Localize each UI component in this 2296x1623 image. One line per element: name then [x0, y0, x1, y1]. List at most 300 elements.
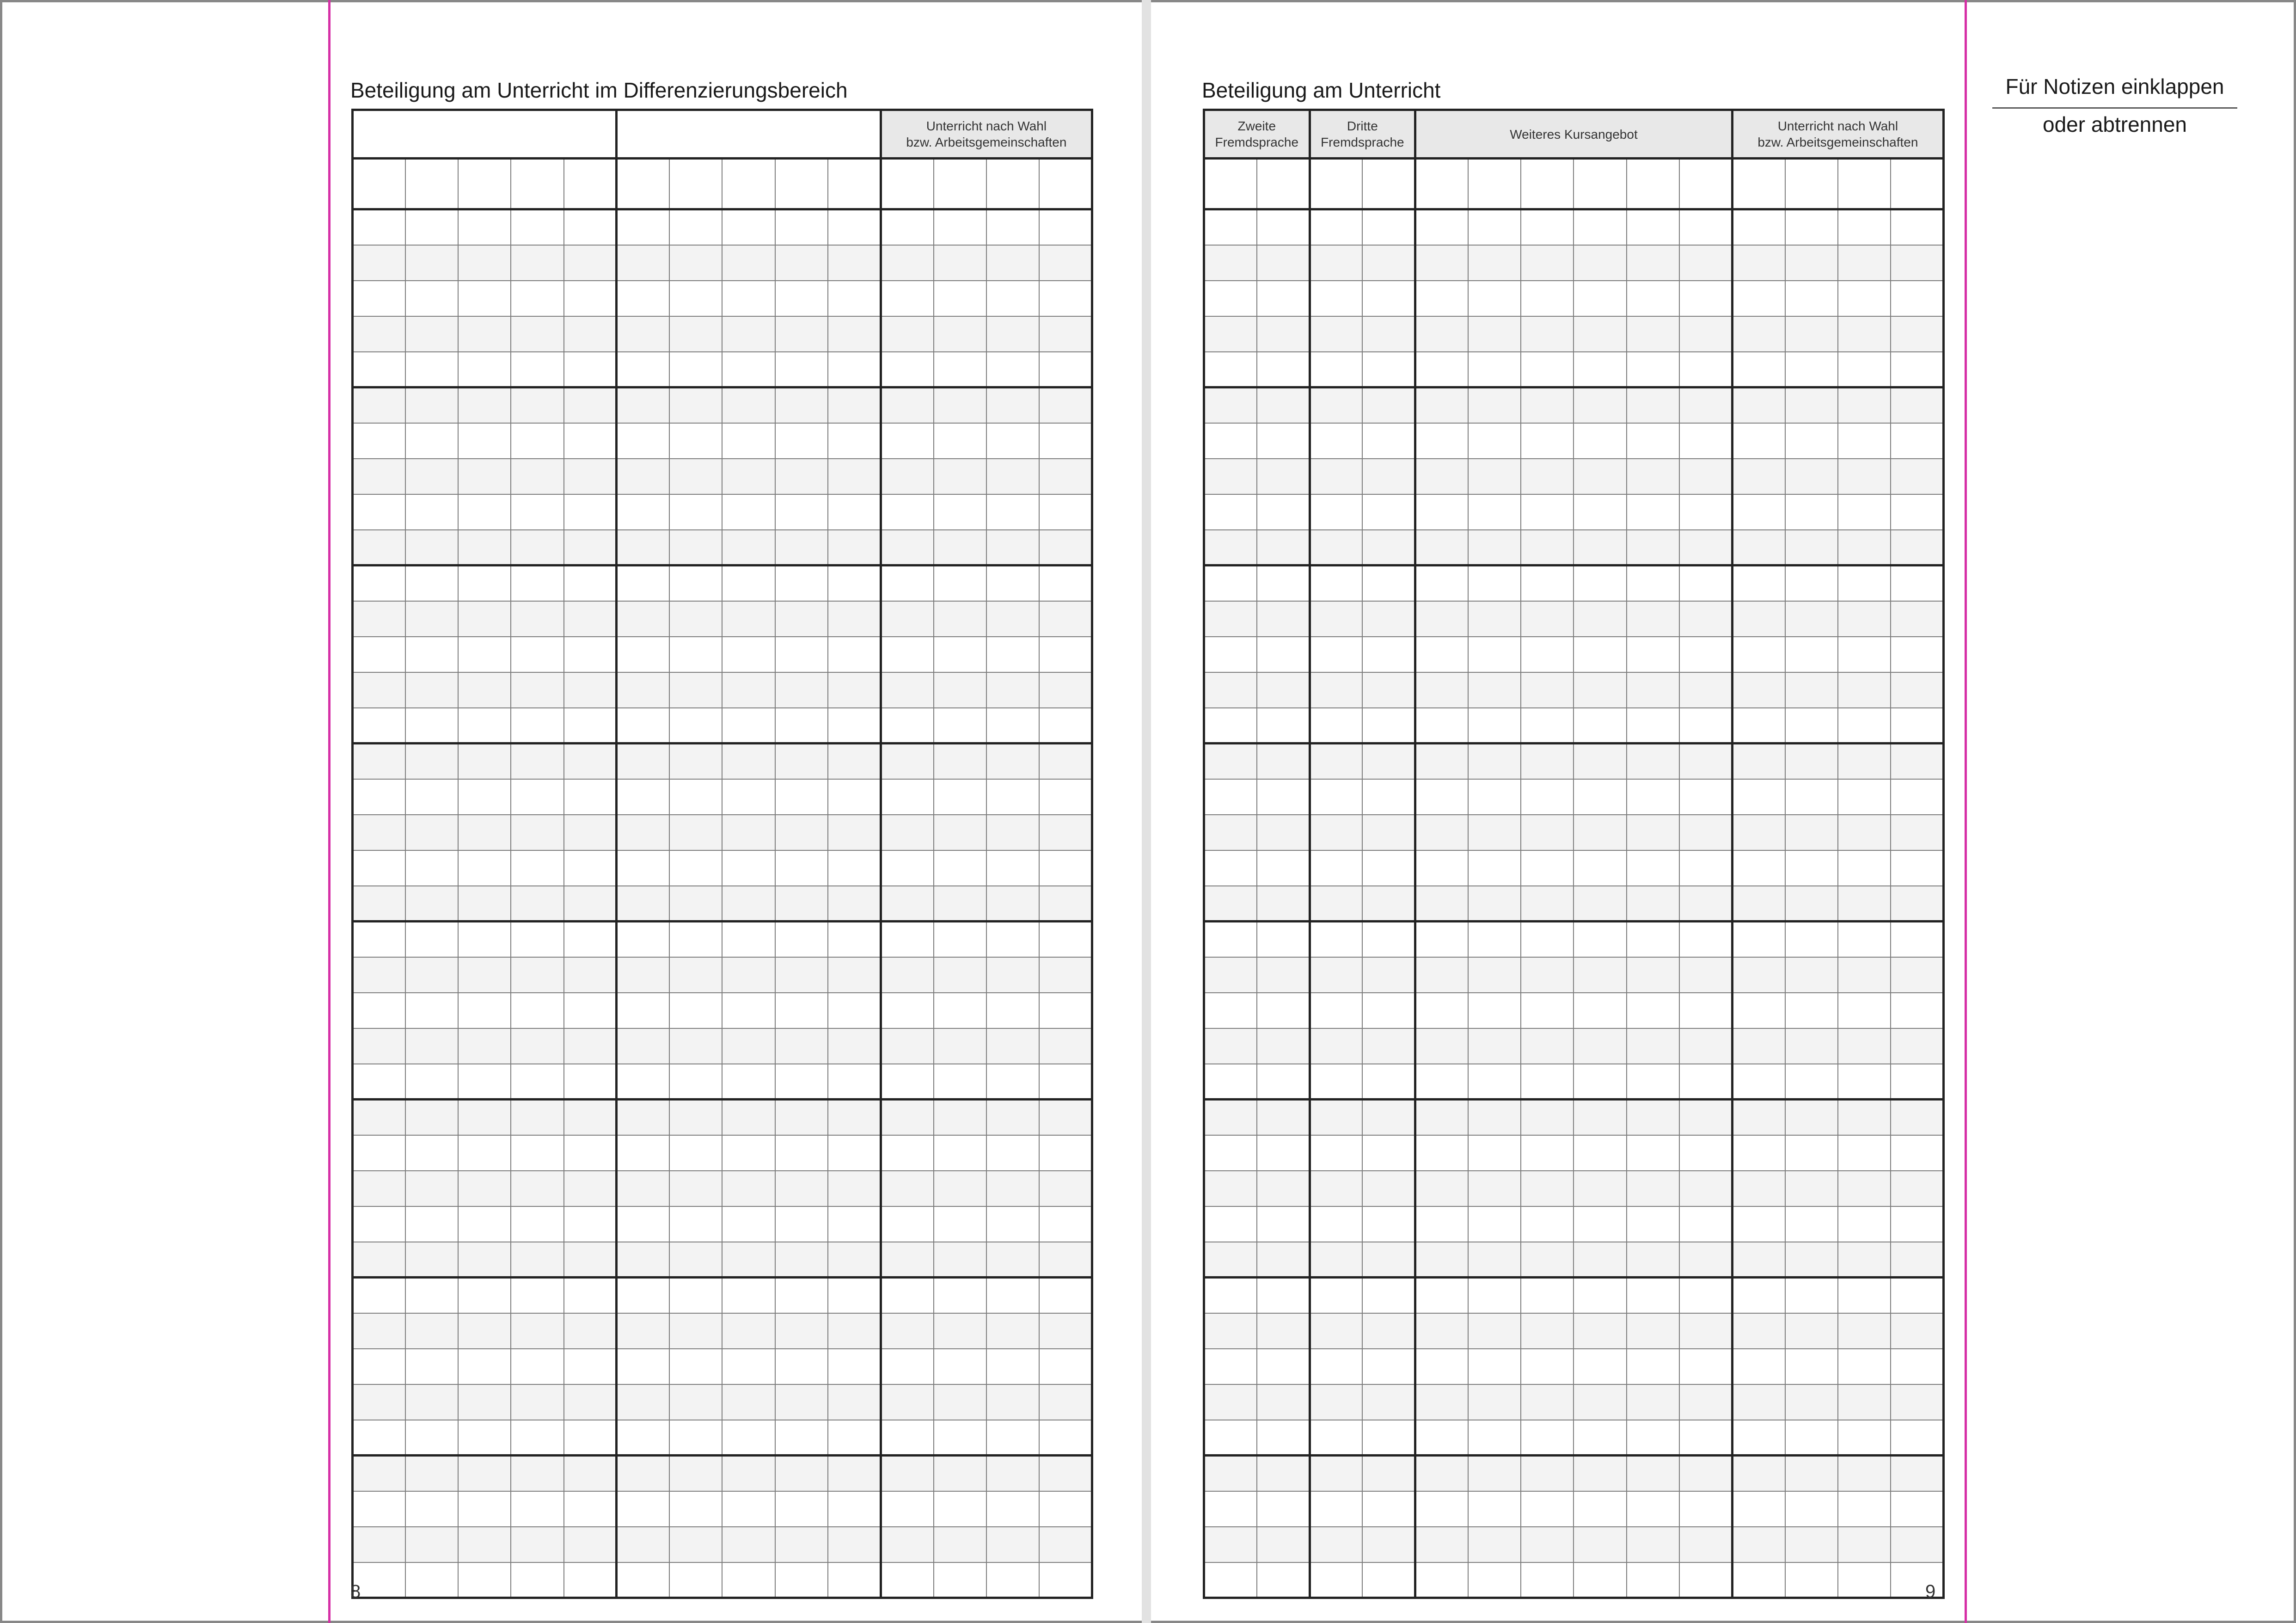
entry-cell — [669, 1384, 722, 1420]
entry-cell — [1891, 159, 1943, 209]
entry-cell — [564, 1206, 617, 1242]
entry-cell — [722, 1349, 775, 1384]
entry-cell — [1362, 281, 1415, 316]
entry-cell — [353, 601, 405, 637]
entry-cell — [1362, 637, 1415, 672]
entry-cell — [617, 744, 669, 779]
entry-cell — [1679, 1242, 1732, 1278]
entry-cell — [1891, 708, 1943, 744]
entry-cell — [1257, 601, 1310, 637]
entry-cell — [353, 637, 405, 672]
entry-cell — [1679, 886, 1732, 922]
entry-cell — [1679, 1527, 1732, 1562]
entry-cell — [458, 209, 511, 245]
entry-cell — [1310, 1562, 1362, 1598]
entry-cell — [405, 708, 458, 744]
entry-cell — [617, 387, 669, 423]
entry-cell — [1521, 209, 1574, 245]
entry-cell — [1468, 245, 1521, 281]
entry-cell — [458, 245, 511, 281]
entry-cell — [1521, 886, 1574, 922]
entry-cell — [828, 159, 881, 209]
entry-cell — [1891, 886, 1943, 922]
entry-cell — [1574, 459, 1626, 494]
entry-cell — [1785, 1420, 1838, 1456]
entry-cell — [1574, 1562, 1626, 1598]
entry-cell — [1415, 530, 1468, 566]
entry-cell — [669, 1064, 722, 1100]
entry-cell — [828, 209, 881, 245]
entry-cell — [1039, 209, 1092, 245]
entry-cell — [722, 1278, 775, 1313]
entry-cell — [1468, 1384, 1521, 1420]
entry-cell — [1521, 1562, 1574, 1598]
entry-cell — [934, 423, 986, 459]
entry-cell — [353, 387, 405, 423]
entry-cell — [564, 1171, 617, 1206]
table-row — [1204, 281, 1944, 316]
entry-cell — [1521, 1064, 1574, 1100]
entry-cell — [458, 530, 511, 566]
table-row — [353, 672, 1092, 708]
table-row — [1204, 1456, 1944, 1491]
entry-cell — [1521, 159, 1574, 209]
entry-cell — [881, 1456, 933, 1491]
table-row — [353, 993, 1092, 1028]
table-row — [1204, 815, 1944, 850]
entry-cell — [1627, 1527, 1679, 1562]
entry-cell — [458, 708, 511, 744]
entry-cell — [881, 352, 933, 387]
entry-cell — [986, 672, 1039, 708]
entry-cell — [1521, 352, 1574, 387]
entry-cell — [1574, 708, 1626, 744]
table-row — [353, 423, 1092, 459]
entry-cell — [669, 1562, 722, 1598]
entry-cell — [1627, 957, 1679, 993]
entry-cell — [1310, 815, 1362, 850]
entry-cell — [1785, 245, 1838, 281]
entry-cell — [722, 1242, 775, 1278]
notes-flap-line2: oder abtrennen — [2042, 112, 2187, 136]
entry-cell — [353, 1384, 405, 1420]
notes-flap-rule — [1992, 107, 2237, 109]
entry-cell — [405, 1491, 458, 1527]
entry-cell — [1679, 815, 1732, 850]
entry-cell — [1574, 1420, 1626, 1456]
table-row — [353, 601, 1092, 637]
entry-cell — [934, 459, 986, 494]
entry-cell — [828, 1349, 881, 1384]
entry-cell — [1574, 1527, 1626, 1562]
entry-cell — [1257, 886, 1310, 922]
entry-cell — [1521, 281, 1574, 316]
entry-cell — [722, 637, 775, 672]
left-page-title: Beteiligung am Unterricht im Differenzierungsbereich — [350, 78, 848, 102]
entry-cell — [775, 1527, 828, 1562]
entry-cell — [1679, 245, 1732, 281]
entry-cell — [1627, 494, 1679, 530]
entry-cell — [405, 1064, 458, 1100]
entry-cell — [1627, 1562, 1679, 1598]
entry-cell — [511, 281, 563, 316]
entry-cell — [564, 159, 617, 209]
entry-cell — [828, 1206, 881, 1242]
entry-cell — [1468, 209, 1521, 245]
entry-cell — [511, 1349, 563, 1384]
table-row — [1204, 708, 1944, 744]
entry-cell — [353, 850, 405, 886]
entry-cell — [669, 922, 722, 957]
entry-cell — [934, 1491, 986, 1527]
entry-cell — [511, 245, 563, 281]
table-row — [1204, 1349, 1944, 1384]
entry-cell — [1785, 957, 1838, 993]
entry-cell — [1732, 957, 1785, 993]
entry-cell — [1310, 886, 1362, 922]
table-row — [353, 159, 1092, 209]
entry-cell — [881, 637, 933, 672]
entry-cell — [1627, 815, 1679, 850]
entry-cell — [1732, 601, 1785, 637]
entry-cell — [1574, 566, 1626, 601]
entry-cell — [1204, 779, 1257, 815]
entry-cell — [458, 494, 511, 530]
entry-cell — [1362, 352, 1415, 387]
entry-cell — [1521, 530, 1574, 566]
entry-cell — [564, 530, 617, 566]
entry-cell — [1204, 316, 1257, 352]
entry-cell — [1838, 1491, 1891, 1527]
entry-cell — [1574, 672, 1626, 708]
entry-cell — [669, 1527, 722, 1562]
entry-cell — [1785, 423, 1838, 459]
table-row — [353, 1456, 1092, 1491]
entry-cell — [881, 1313, 933, 1349]
entry-cell — [669, 1456, 722, 1491]
entry-cell — [458, 352, 511, 387]
entry-cell — [1521, 1313, 1574, 1349]
entry-cell — [934, 566, 986, 601]
entry-cell — [458, 957, 511, 993]
entry-cell — [1362, 423, 1415, 459]
entry-cell — [353, 209, 405, 245]
entry-cell — [986, 352, 1039, 387]
entry-cell — [1679, 601, 1732, 637]
entry-cell — [1468, 1313, 1521, 1349]
entry-cell — [1468, 1028, 1521, 1064]
entry-cell — [353, 744, 405, 779]
entry-cell — [669, 815, 722, 850]
entry-cell — [881, 1135, 933, 1171]
right-header-sublabel: Fremdsprache — [1215, 135, 1299, 149]
entry-cell — [1468, 352, 1521, 387]
entry-cell — [1257, 1278, 1310, 1313]
entry-cell — [564, 423, 617, 459]
entry-cell — [986, 601, 1039, 637]
entry-cell — [1785, 530, 1838, 566]
entry-cell — [1039, 459, 1092, 494]
entry-cell — [1732, 1064, 1785, 1100]
table-row — [353, 1420, 1092, 1456]
entry-cell — [1257, 779, 1310, 815]
entry-cell — [1785, 1349, 1838, 1384]
table-row — [353, 744, 1092, 779]
entry-cell — [722, 1562, 775, 1598]
entry-cell — [1627, 708, 1679, 744]
entry-cell — [775, 850, 828, 886]
entry-cell — [564, 886, 617, 922]
entry-cell — [669, 637, 722, 672]
entry-cell — [775, 1384, 828, 1420]
entry-cell — [1574, 922, 1626, 957]
table-row — [1204, 387, 1944, 423]
entry-cell — [722, 1171, 775, 1206]
entry-cell — [1468, 1527, 1521, 1562]
entry-cell — [722, 423, 775, 459]
entry-cell — [1785, 993, 1838, 1028]
entry-cell — [617, 1562, 669, 1598]
entry-cell — [405, 957, 458, 993]
entry-cell — [1679, 1491, 1732, 1527]
entry-cell — [669, 1206, 722, 1242]
entry-cell — [1257, 744, 1310, 779]
entry-cell — [1838, 1313, 1891, 1349]
entry-cell — [1521, 637, 1574, 672]
table-row — [353, 1135, 1092, 1171]
entry-cell — [1785, 850, 1838, 886]
entry-cell — [564, 744, 617, 779]
entry-cell — [1039, 1456, 1092, 1491]
entry-cell — [1257, 209, 1310, 245]
entry-cell — [934, 1384, 986, 1420]
right-page-number: 9 — [1925, 1581, 1936, 1602]
entry-cell — [1785, 922, 1838, 957]
entry-cell — [722, 779, 775, 815]
entry-cell — [511, 494, 563, 530]
entry-cell — [511, 815, 563, 850]
entry-cell — [669, 1242, 722, 1278]
entry-cell — [1679, 281, 1732, 316]
entry-cell — [669, 494, 722, 530]
entry-cell — [1257, 1456, 1310, 1491]
entry-cell — [828, 316, 881, 352]
entry-cell — [934, 708, 986, 744]
entry-cell — [1039, 1313, 1092, 1349]
entry-cell — [986, 387, 1039, 423]
entry-cell — [1310, 1171, 1362, 1206]
entry-cell — [881, 1491, 933, 1527]
notes-flap-line1: Für Notizen einklappen — [2005, 74, 2224, 98]
entry-cell — [1257, 1420, 1310, 1456]
table-row — [1204, 744, 1944, 779]
entry-cell — [1891, 601, 1943, 637]
entry-cell — [1838, 566, 1891, 601]
entry-cell — [1785, 1135, 1838, 1171]
entry-cell — [353, 1420, 405, 1456]
entry-cell — [617, 494, 669, 530]
entry-cell — [828, 566, 881, 601]
entry-cell — [934, 850, 986, 886]
entry-cell — [881, 1028, 933, 1064]
entry-cell — [722, 566, 775, 601]
entry-cell — [881, 1064, 933, 1100]
entry-cell — [934, 1242, 986, 1278]
entry-cell — [881, 1562, 933, 1598]
entry-cell — [1732, 316, 1785, 352]
entry-cell — [1257, 494, 1310, 530]
entry-cell — [1785, 494, 1838, 530]
entry-cell — [775, 316, 828, 352]
left-header-cell — [881, 110, 1092, 159]
entry-cell — [669, 1100, 722, 1135]
entry-cell — [405, 1527, 458, 1562]
entry-cell — [934, 922, 986, 957]
entry-cell — [669, 850, 722, 886]
entry-cell — [1521, 815, 1574, 850]
entry-cell — [1679, 530, 1732, 566]
entry-cell — [934, 209, 986, 245]
entry-cell — [1415, 1349, 1468, 1384]
entry-cell — [1310, 352, 1362, 387]
entry-cell — [1627, 1171, 1679, 1206]
entry-cell — [1574, 779, 1626, 815]
entry-cell — [934, 245, 986, 281]
entry-cell — [405, 352, 458, 387]
entry-cell — [1627, 387, 1679, 423]
entry-cell — [1838, 209, 1891, 245]
entry-cell — [669, 672, 722, 708]
entry-cell — [1415, 637, 1468, 672]
entry-cell — [1679, 494, 1732, 530]
entry-cell — [1310, 1242, 1362, 1278]
entry-cell — [1362, 1420, 1415, 1456]
entry-cell — [722, 459, 775, 494]
entry-cell — [1891, 957, 1943, 993]
entry-cell — [1521, 1171, 1574, 1206]
entry-cell — [1521, 1100, 1574, 1135]
entry-cell — [511, 423, 563, 459]
entry-cell — [353, 993, 405, 1028]
entry-cell — [722, 1527, 775, 1562]
entry-cell — [934, 601, 986, 637]
right-header-label: Weiteres Kursangebot — [1510, 127, 1638, 141]
entry-cell — [1679, 423, 1732, 459]
entry-cell — [1204, 159, 1257, 209]
entry-cell — [1627, 245, 1679, 281]
entry-cell — [1039, 886, 1092, 922]
entry-cell — [405, 494, 458, 530]
entry-cell — [881, 1100, 933, 1135]
entry-cell — [564, 815, 617, 850]
entry-cell — [1204, 209, 1257, 245]
entry-cell — [1627, 922, 1679, 957]
entry-cell — [934, 957, 986, 993]
entry-cell — [669, 387, 722, 423]
entry-cell — [986, 459, 1039, 494]
entry-cell — [1039, 1349, 1092, 1384]
entry-cell — [564, 316, 617, 352]
entry-cell — [1679, 352, 1732, 387]
entry-cell — [881, 566, 933, 601]
entry-cell — [1627, 744, 1679, 779]
entry-cell — [1838, 494, 1891, 530]
entry-cell — [669, 316, 722, 352]
entry-cell — [1257, 352, 1310, 387]
entry-cell — [1521, 1206, 1574, 1242]
entry-cell — [1039, 1028, 1092, 1064]
entry-cell — [353, 566, 405, 601]
entry-cell — [986, 159, 1039, 209]
entry-cell — [881, 886, 933, 922]
entry-cell — [1627, 993, 1679, 1028]
table-row — [353, 1349, 1092, 1384]
entry-cell — [1415, 1456, 1468, 1491]
entry-cell — [1521, 744, 1574, 779]
entry-cell — [1039, 1384, 1092, 1420]
entry-cell — [564, 245, 617, 281]
entry-cell — [617, 637, 669, 672]
entry-cell — [986, 316, 1039, 352]
entry-cell — [1838, 993, 1891, 1028]
entry-cell — [828, 1491, 881, 1527]
entry-cell — [1415, 387, 1468, 423]
right-header-label: Zweite — [1237, 119, 1276, 133]
table-row — [353, 957, 1092, 993]
table-row — [353, 1384, 1092, 1420]
table-row — [1204, 1028, 1944, 1064]
entry-cell — [722, 922, 775, 957]
entry-cell — [617, 352, 669, 387]
entry-cell — [1785, 1206, 1838, 1242]
entry-cell — [1785, 1491, 1838, 1527]
entry-cell — [353, 1135, 405, 1171]
entry-cell — [934, 993, 986, 1028]
entry-cell — [1679, 1384, 1732, 1420]
entry-cell — [1627, 423, 1679, 459]
entry-cell — [564, 352, 617, 387]
entry-cell — [1785, 387, 1838, 423]
entry-cell — [828, 815, 881, 850]
left-header-cell — [617, 110, 881, 159]
entry-cell — [1838, 708, 1891, 744]
entry-cell — [1415, 316, 1468, 352]
entry-cell — [1310, 672, 1362, 708]
entry-cell — [1627, 601, 1679, 637]
entry-cell — [1891, 1028, 1943, 1064]
entry-cell — [1838, 316, 1891, 352]
entry-cell — [353, 1349, 405, 1384]
entry-cell — [1732, 815, 1785, 850]
entry-cell — [405, 850, 458, 886]
entry-cell — [1838, 159, 1891, 209]
entry-cell — [353, 886, 405, 922]
entry-cell — [1627, 1278, 1679, 1313]
entry-cell — [1679, 387, 1732, 423]
entry-cell — [1310, 209, 1362, 245]
entry-cell — [458, 1562, 511, 1598]
entry-cell — [1415, 1527, 1468, 1562]
entry-cell — [1204, 1100, 1257, 1135]
entry-cell — [405, 566, 458, 601]
table-row — [1204, 1420, 1944, 1456]
entry-cell — [1468, 601, 1521, 637]
entry-cell — [1468, 281, 1521, 316]
entry-cell — [669, 530, 722, 566]
entry-cell — [511, 1171, 563, 1206]
entry-cell — [458, 637, 511, 672]
entry-cell — [1679, 1562, 1732, 1598]
